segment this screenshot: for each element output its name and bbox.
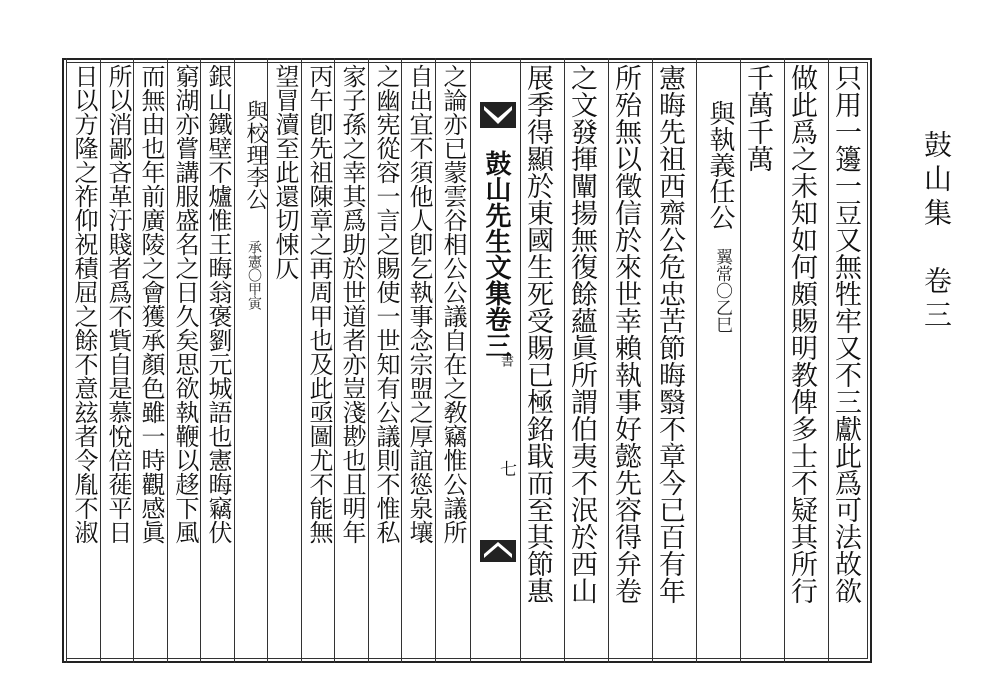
column-rule	[784, 58, 785, 663]
text-column: 憲晦先祖西齋公危忠苦節晦翳不章今已百有年	[654, 64, 685, 604]
text-column: 望冒瀆至此還切悚仄	[271, 64, 299, 280]
column-rule	[100, 58, 101, 663]
column-rule	[652, 58, 653, 663]
column-rule	[564, 58, 565, 663]
column-rule	[133, 58, 134, 663]
letter-heading: 與執義任公	[705, 100, 735, 230]
column-rule	[401, 58, 402, 663]
text-column: 自出宜不須他人卽乞執事念宗盟之厚誼慫泉壤	[405, 64, 433, 544]
text-column: 展季得顯於東國生死受賜已極銘戢而至其節惠	[522, 64, 553, 604]
letter-heading: 與校理李公	[243, 100, 268, 210]
column-rule	[66, 58, 67, 663]
column-rule	[301, 58, 302, 663]
text-column: 所以消鄙吝革汙賤者爲不貲自是慕悅倍蓰平日	[104, 64, 132, 544]
block-heart-title: 鼓山先生文集卷三	[481, 150, 511, 358]
page-number: 七	[496, 460, 516, 477]
fish-tail-ornament-icon	[478, 96, 518, 136]
text-column: 只用一籩一豆又無牲牢又不三獻此爲可法故欲	[830, 64, 861, 604]
text-column: 之論亦已蒙雲谷相公公議自在之敎竊惟公議所	[439, 64, 467, 544]
text-column: 之文發揮闡揚無復餘蘊眞所謂伯夷不泯於西山	[566, 64, 597, 604]
column-rule	[234, 58, 235, 663]
block-heart-juan: 書	[498, 354, 513, 367]
text-column: 做此爲之未知如何頗賜明教俾多士不疑其所行	[786, 64, 817, 604]
column-rule	[334, 58, 335, 663]
column-rule	[167, 58, 168, 663]
text-column: 丙午卽先祖陳章之再周甲也及此亟圖尤不能無	[305, 64, 333, 544]
column-rule	[200, 58, 201, 663]
fold-rule	[520, 58, 521, 663]
recipient-note: 翼常〇乙巳	[712, 248, 732, 333]
column-rule	[368, 58, 369, 663]
column-rule	[696, 58, 697, 663]
recipient-note: 承憲〇甲寅	[246, 240, 262, 310]
text-column: 所殆無以徵信於來世幸賴執事好懿先容得弁卷	[610, 64, 641, 604]
column-rule	[828, 58, 829, 663]
text-column: 家子孫之幸其爲助於世道者亦豈淺尠也且明年	[338, 64, 366, 544]
text-column: 日以方隆之祚仰祝積屈之餘不意玆者令胤不淑	[70, 64, 98, 544]
text-column: 窮湖亦嘗講服盛名之日久矣思欲執鞭以趍下風	[171, 64, 199, 544]
text-column: 而無由也年前廣陵之會獲承顏色雖一時觀感眞	[137, 64, 165, 544]
text-column: 銀山鐵壁不爐惟王晦翁褒劉元城語也憲晦竊伏	[204, 64, 232, 544]
column-rule	[608, 58, 609, 663]
column-rule	[435, 58, 436, 663]
column-rule	[740, 58, 741, 663]
text-column: 之幽宪從容一言之賜使一世知有公議則不惟私	[372, 64, 400, 544]
running-header: 鼓山集 卷三	[920, 130, 953, 334]
text-column: 千萬千萬	[742, 64, 773, 172]
fish-tail-ornament-icon	[478, 538, 518, 568]
fold-rule	[470, 58, 471, 663]
